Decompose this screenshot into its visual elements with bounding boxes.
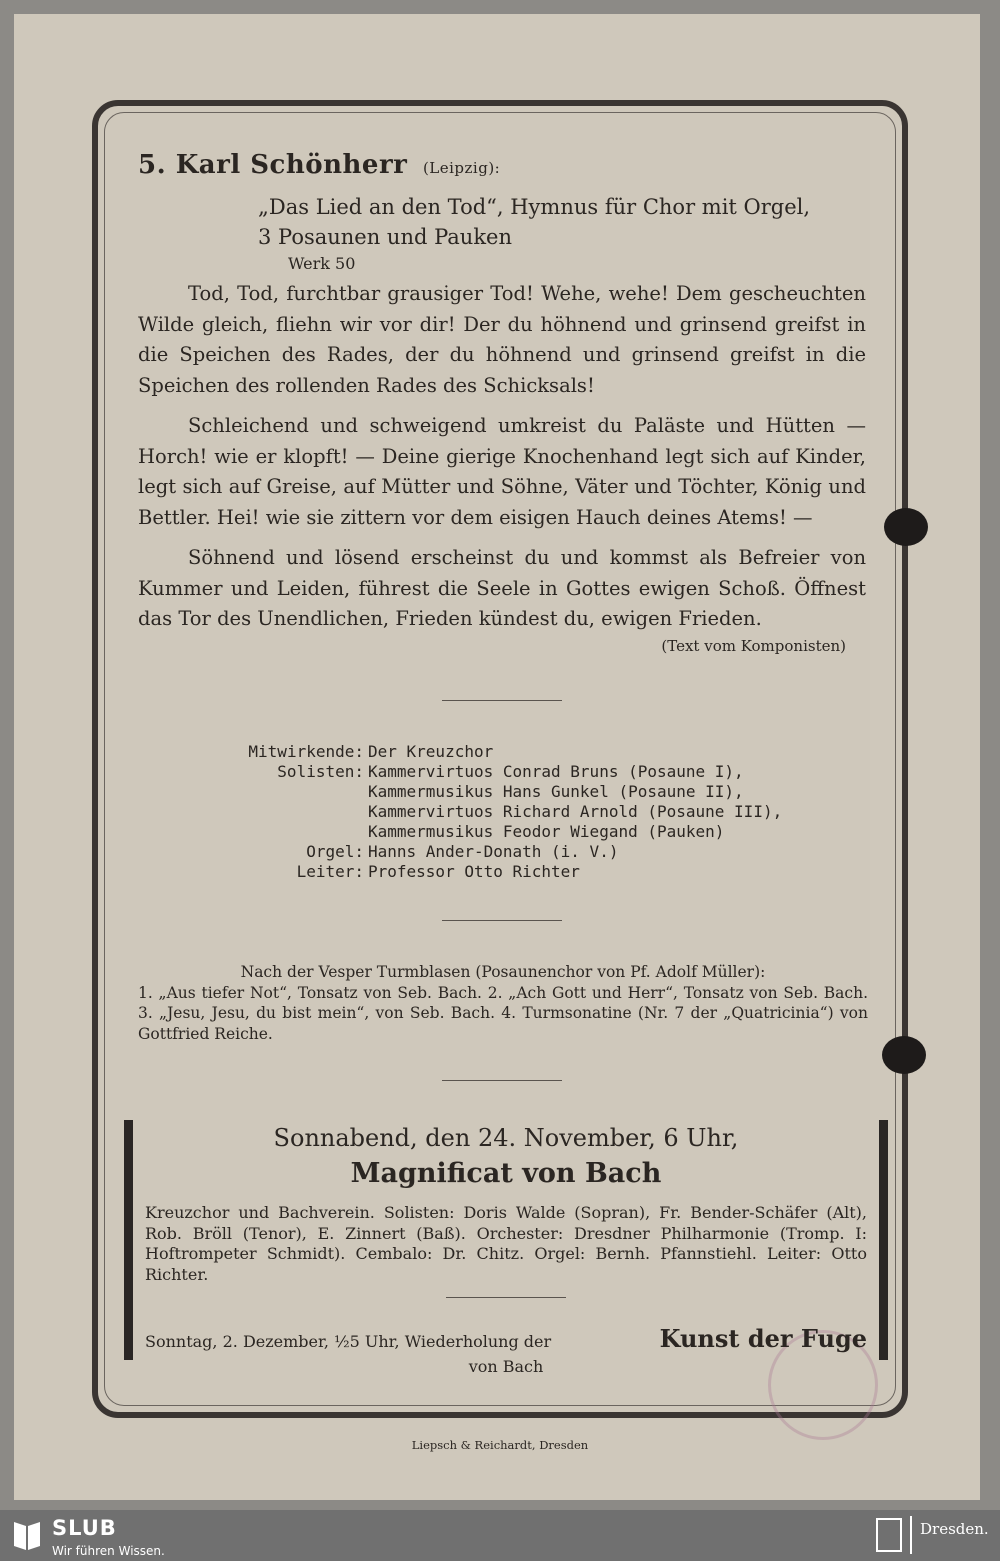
divider: [442, 1080, 562, 1081]
lyrics-paragraph-3: Söhnend und lösend erscheinst du und kommst als Befreier von Kummer und Leiden, führest die Seele in Gottes ewigen Schoß. Öffnest das Tor des Unendlichen, Frieden kündest du, ewigen Frieden.: [138, 546, 866, 630]
text-credit: (Text vom Komponisten): [661, 636, 846, 655]
performers-list: [214, 742, 782, 882]
divider: [446, 1297, 566, 1298]
performers-row: [214, 742, 782, 762]
concert-work: Magnificat von Bach: [350, 1158, 662, 1189]
partner-name[interactable]: Dresden.: [920, 1520, 989, 1538]
lyrics-paragraph-1: Tod, Tod, furchtbar grausiger Tod! Wehe, wehe! Dem gescheuchten Wilde gleich, fliehn wir vor dir! Der du höhnend und grinsend greifst in die Speichen des Rades, der du höhnend und grinsend greifst in die Speichen des rollenden Rades des Schicksals!: [138, 282, 866, 397]
soloists-label: Solisten:: [277, 762, 364, 781]
work-title-line2: 3 Posaunen und Pauken: [258, 225, 513, 249]
soloists-values: [364, 762, 782, 842]
after-vesper-heading: Nach der Vesper Turmblasen (Posaunenchor von Pf. Adolf Müller):: [240, 963, 766, 981]
work-title: [258, 192, 866, 252]
repeat-prefix: Sonntag, 2. Dezember, ½5 Uhr, Wiederholung der: [145, 1332, 552, 1351]
concert-date: Sonnabend, den 24. November, 6 Uhr,: [273, 1124, 739, 1152]
soloist: Kammervirtuos Conrad Bruns (Posaune I),: [368, 762, 744, 781]
next-concert-box: [124, 1120, 888, 1376]
conductor-label: Leiter:: [296, 862, 364, 881]
composer-heading: [138, 150, 866, 180]
concert-details: Kreuzchor und Bachverein. Solisten: Doris Walde (Sopran), Fr. Bender-Schäfer (Alt), Rob. Bröll (Tenor), E. Zinnert (Baß). Orchester: Dresdner Philharmonie (Tromp. I: Hoftrompeter Schmidt). Cembalo: Dr. Chitz. Orgel: Bernh. Pfannstiehl. Leiter: Otto Richter.: [145, 1203, 867, 1284]
printer-imprint: Liepsch & Reichardt, Dresden: [411, 1438, 589, 1452]
brand-tagline: Wir führen Wissen.: [52, 1544, 165, 1558]
soloist: Kammervirtuos Richard Arnold (Posaune III),: [368, 802, 783, 821]
repeat-work: Kunst der Fuge: [659, 1324, 867, 1353]
program-entry: [138, 150, 866, 655]
dresden-crest-icon: [876, 1518, 902, 1552]
divider: [910, 1516, 912, 1554]
composer-name: 5. Karl Schönherr: [138, 150, 408, 180]
divider: [442, 700, 562, 701]
punch-hole: [882, 1036, 926, 1074]
soloist: Kammermusikus Feodor Wiegand (Pauken): [368, 822, 725, 841]
mitwirkende-label: Mitwirkende:: [248, 742, 364, 761]
book-icon: [12, 1518, 42, 1552]
footer-bar: [0, 1510, 1000, 1561]
after-vesper-note: [138, 962, 868, 1044]
punch-hole: [884, 508, 928, 546]
mitwirkende-value: Der Kreuzchor: [368, 742, 494, 761]
lyrics-paragraph-2: Schleichend und schweigend umkreist du Paläste und Hütten — Horch! wie er klopft! — Deine gierige Knochenhand legt sich auf Kinder, legt sich auf Greise, auf Mütter und Söhne, Väter und Töchter, König und Bettler. Hei! wie sie zittern vor dem eisigen Hauch deines Atems! —: [138, 414, 866, 529]
organ-label: Orgel:: [306, 842, 364, 861]
opus-number: Werk 50: [288, 254, 356, 273]
soloist: Kammermusikus Hans Gunkel (Posaune II),: [368, 782, 744, 801]
after-vesper-pieces: 1. „Aus tiefer Not“, Tonsatz von Seb. Bach. 2. „Ach Gott und Herr“, Tonsatz von Seb. Bach. 3. „Jesu, Jesu, du bist mein“, von Seb. Bach. 4. Turmsonatine (Nr. 7 der „Quatricinia“) von Gottfried Reiche.: [138, 983, 868, 1043]
brand-name[interactable]: SLUB: [52, 1516, 117, 1540]
work-title-line1: „Das Lied an den Tod“, Hymnus für Chor mit Orgel,: [258, 195, 811, 219]
soloists-row: [214, 762, 782, 842]
composer-location: (Leipzig):: [422, 159, 501, 177]
repeat-announcement: [145, 1324, 867, 1353]
organ-row: [214, 842, 782, 862]
divider: [442, 920, 562, 921]
conductor-value: Professor Otto Richter: [368, 862, 580, 881]
organ-value: Hanns Ander-Donath (i. V.): [368, 842, 619, 861]
conductor-row: [214, 862, 782, 882]
repeat-composer: von Bach: [468, 1357, 544, 1376]
